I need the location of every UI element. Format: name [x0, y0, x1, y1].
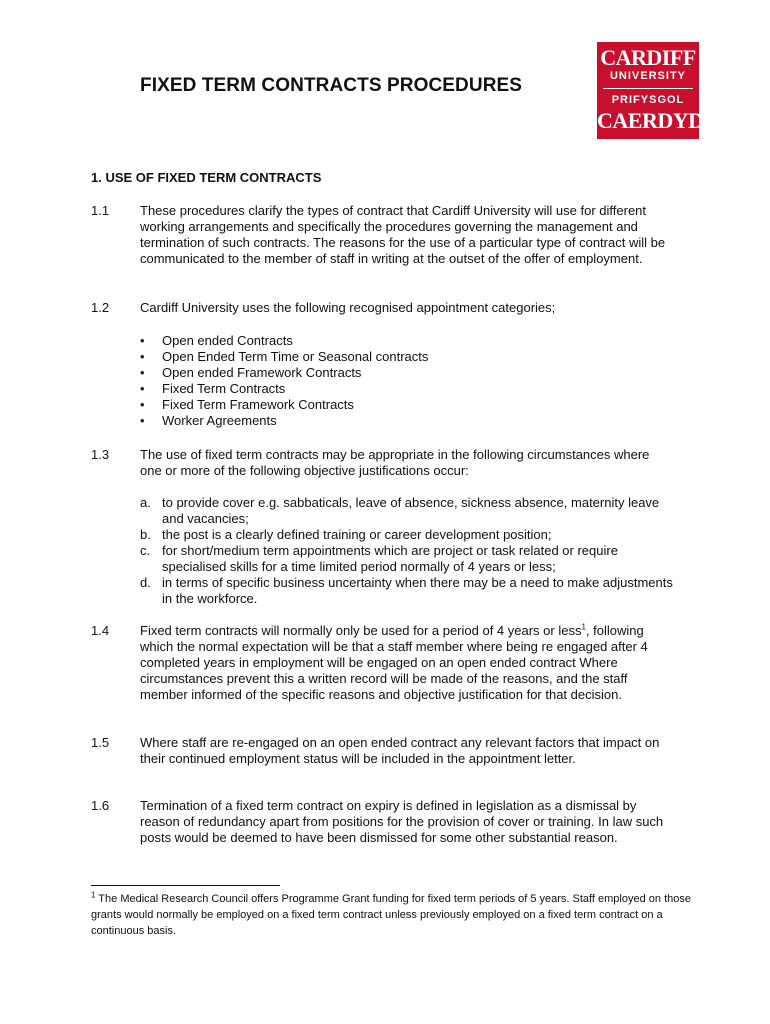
- list-item: [140, 413, 680, 429]
- list-item-text: Fixed Term Framework Contracts: [162, 397, 354, 412]
- logo-line-3: PRIFYSGOL: [611, 94, 685, 106]
- bullet-mark: •: [140, 397, 145, 412]
- bullet-mark: •: [140, 413, 145, 428]
- bullet-mark: •: [140, 381, 145, 396]
- paragraph-text: Where staff are re-engaged on an open ended contract any relevant factors that impact on their continued employment status will be included in the appointment letter.: [140, 735, 660, 766]
- logo-line-1: CARDIFF: [600, 45, 696, 70]
- footnote: [91, 891, 691, 939]
- list-item-text: Open ended Framework Contracts: [162, 365, 362, 380]
- list-item-text: Worker Agreements: [162, 413, 277, 428]
- paragraph-text: Cardiff University uses the following recognised appointment categories;: [140, 300, 556, 315]
- list-item: [140, 495, 680, 527]
- justifications-list: [140, 495, 680, 607]
- logo-line-4: CAERDYD: [597, 108, 704, 133]
- list-item: [140, 575, 680, 607]
- list-item-text: in terms of specific business uncertainty when there may be a need to make adjustments in the workforce.: [162, 575, 673, 606]
- paragraph-text-start: Fixed term contracts will normally only be used for a period of 4 years or less: [140, 623, 582, 638]
- logo-divider: [603, 88, 693, 89]
- list-item: [140, 543, 680, 575]
- list-item: [140, 349, 680, 365]
- footnote-text: The Medical Research Council offers Programme Grant funding for fixed term periods of 5 years. Staff employed on those grants would normally be employed on a fixed term contract unless previously employed on a fixed term contract on a continuous basis.: [91, 893, 691, 937]
- bullet-mark: •: [140, 333, 145, 348]
- bullet-mark: •: [140, 349, 145, 364]
- appointment-categories-list: [140, 333, 680, 429]
- paragraph-number: 1.4: [91, 623, 110, 638]
- list-item: [140, 381, 680, 397]
- paragraph-number: 1.5: [91, 735, 110, 750]
- list-item-text: Fixed Term Contracts: [162, 381, 286, 396]
- paragraph-number: 1.2: [91, 300, 110, 315]
- list-item-text: Open ended Contracts: [162, 333, 293, 348]
- paragraph-number: 1.3: [91, 447, 110, 462]
- footnote-marker: 1: [91, 890, 96, 900]
- list-item-text: Open Ended Term Time or Seasonal contracts: [162, 349, 429, 364]
- list-item: [140, 397, 680, 413]
- list-letter: b.: [140, 527, 151, 542]
- list-item-text: the post is a clearly defined training or career development position;: [162, 527, 552, 542]
- paragraph-text: Termination of a fixed term contract on expiry is defined in legislation as a dismissal by reason of redundancy apart from positions for the provision of cover or training. In law such posts would be deemed to have been dismissed for some other substantial reason.: [140, 798, 664, 845]
- paragraph-number: 1.6: [91, 798, 110, 813]
- list-letter: a.: [140, 495, 151, 510]
- paragraph-text: [140, 623, 670, 703]
- paragraph-text-end: , following which the normal expectation will be that a staff member where being re engaged after 4 completed years in employment will be engaged on an open ended contract Where circumstances prevent this a written record will be made of the reasons, and the staff member informed of the specific reasons and objective justification for that decision.: [140, 623, 648, 702]
- footnote-separator: [91, 885, 280, 886]
- cardiff-university-logo: [597, 42, 704, 139]
- list-item-text: to provide cover e.g. sabbaticals, leave of absence, sickness absence, maternity leave and vacancies;: [162, 495, 660, 526]
- paragraph-text: The use of fixed term contracts may be appropriate in the following circumstances where one or more of the following objective justifications occur:: [140, 447, 650, 478]
- list-item: [140, 527, 680, 543]
- list-letter: c.: [140, 543, 151, 558]
- paragraph-number: 1.1: [91, 203, 110, 218]
- list-item: [140, 365, 680, 381]
- list-letter: d.: [140, 575, 151, 590]
- bullet-mark: •: [140, 365, 145, 380]
- logo-line-2: UNIVERSITY: [609, 70, 686, 82]
- list-item: [140, 333, 680, 349]
- page-title: FIXED TERM CONTRACTS PROCEDURES: [140, 75, 523, 96]
- list-item-text: for short/medium term appointments which are project or task related or require specialised skills for a time limited period normally of 4 years or less;: [162, 543, 618, 574]
- section-heading: 1. USE OF FIXED TERM CONTRACTS: [91, 170, 322, 185]
- paragraph-text: These procedures clarify the types of contract that Cardiff University will use for different working arrangements and specifically the procedures governing the management and termination of such contracts. The reasons for the use of a particular type of contract will be communicated to the member of staff in writing at the outset of the offer of employment.: [140, 203, 666, 266]
- footnote-reference[interactable]: 1: [581, 622, 586, 632]
